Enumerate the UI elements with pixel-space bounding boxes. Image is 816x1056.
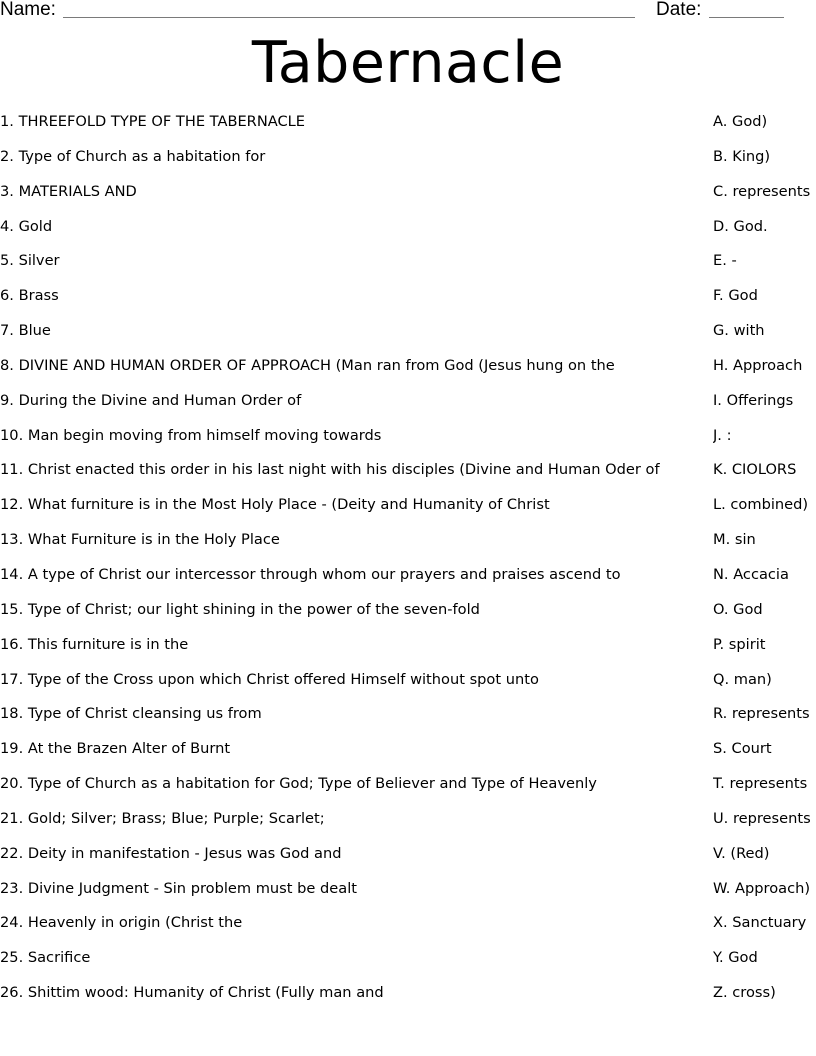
answer-option: Y. God (713, 949, 758, 967)
clue-item: 12. What furniture is in the Most Holy Place - (Deity and Humanity of Christ (0, 496, 550, 514)
clue-item: 19. At the Brazen Alter of Burnt (0, 740, 231, 758)
answer-option: R. represents (713, 705, 810, 723)
clue-item: 14. A type of Christ our intercessor through whom our prayers and praises ascend to (0, 565, 621, 583)
clue-item: 21. Gold; Silver; Brass; Blue; Purple; Scarlet; (0, 809, 325, 827)
answer-option: G. with (713, 322, 765, 340)
date-blank-line (709, 17, 784, 18)
answer-option: M. sin (713, 531, 756, 549)
name-label: Name: (0, 0, 56, 20)
answer-option: X. Sanctuary (713, 914, 807, 932)
answer-option: I. Offerings (713, 391, 794, 409)
answer-option: J. : (713, 426, 732, 444)
answer-option: D. God. (713, 217, 768, 235)
clue-item: 25. Sacrifice (0, 949, 91, 967)
clue-item: 18. Type of Christ cleansing us from (0, 705, 262, 723)
clue-item: 16. This furniture is in the (0, 635, 189, 653)
page-title: Tabernacle (251, 30, 565, 96)
clue-item: 3. MATERIALS AND (0, 182, 137, 200)
clue-item: 8. DIVINE AND HUMAN ORDER OF APPROACH (Man ran from God (Jesus hung on the (0, 356, 615, 374)
answer-list (713, 111, 816, 1017)
date-label: Date: (656, 0, 702, 20)
clue-item: 7. Blue (0, 322, 51, 340)
answer-option: Q. man) (713, 670, 772, 688)
clue-item: 20. Type of Church as a habitation for God; Type of Believer and Type of Heavenly (0, 775, 597, 793)
answer-option: A. God) (713, 113, 768, 130)
clue-item: 17. Type of the Cross upon which Christ offered Himself without spot unto (0, 670, 539, 688)
answer-option: B. King) (713, 147, 771, 165)
clue-item: 6. Brass (0, 287, 59, 305)
answer-option: Z. cross) (713, 984, 776, 1002)
clue-item: 11. Christ enacted this order in his last night with his disciples (Divine and Human Oder of (0, 461, 660, 479)
clue-item: 24. Heavenly in origin (Christ the (0, 914, 243, 932)
clue-item: 15. Type of Christ; our light shining in the power of the seven-fold (0, 600, 480, 618)
clue-item: 1. THREEFOLD TYPE OF THE TABERNACLE (0, 113, 306, 130)
answer-option: T. represents (713, 775, 808, 793)
answer-option: L. combined) (713, 496, 809, 514)
clue-item: 9. During the Divine and Human Order of (0, 391, 302, 409)
clue-item: 26. Shittim wood: Humanity of Christ (Fully man and (0, 984, 384, 1002)
answer-option: O. God (713, 600, 763, 618)
clue-item: 13. What Furniture is in the Holy Place (0, 531, 280, 549)
name-blank-line (63, 17, 635, 18)
clue-item: 4. Gold (0, 217, 53, 235)
answer-option: N. Accacia (713, 565, 789, 583)
clue-item: 2. Type of Church as a habitation for (0, 147, 266, 165)
clue-item: 10. Man begin moving from himself moving towards (0, 426, 382, 444)
answer-option: U. represents (713, 809, 811, 827)
clue-item: 22. Deity in manifestation - Jesus was God and (0, 844, 342, 862)
worksheet-header (0, 0, 816, 22)
answer-option: W. Approach) (713, 879, 811, 897)
answer-option: S. Court (713, 740, 772, 758)
answer-option: P. spirit (713, 635, 766, 653)
answer-option: K. CIOLORS (713, 461, 797, 479)
answer-option: C. represents (713, 182, 811, 200)
answer-option: F. God (713, 287, 758, 305)
answer-option: V. (Red) (713, 844, 770, 862)
clue-list (0, 111, 700, 1017)
answer-option: H. Approach (713, 356, 803, 374)
answer-option: E. - (713, 252, 737, 270)
clue-item: 23. Divine Judgment - Sin problem must be dealt (0, 879, 357, 897)
clue-item: 5. Silver (0, 252, 60, 270)
